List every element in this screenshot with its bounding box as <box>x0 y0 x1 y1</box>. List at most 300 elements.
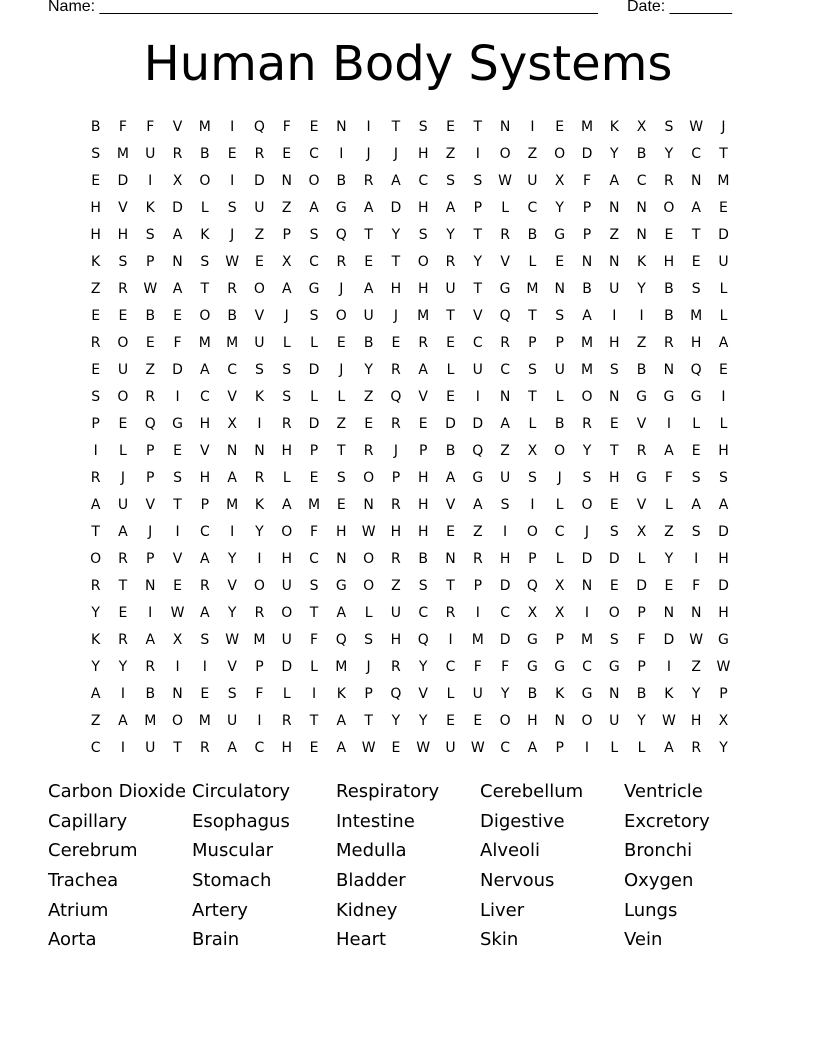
grid-letter: K <box>336 685 346 702</box>
grid-letter: Y <box>610 145 619 162</box>
grid-letter: O <box>554 145 566 162</box>
grid-letter: A <box>200 550 210 567</box>
grid-letter: N <box>499 118 511 135</box>
grid-letter: S <box>145 226 155 243</box>
grid-letter: H <box>417 145 429 162</box>
grid-letter: A <box>691 199 701 216</box>
grid-letter: H <box>417 523 429 540</box>
grid-letter: I <box>666 415 671 432</box>
grid-letter: A <box>363 199 374 216</box>
grid-row <box>82 248 742 275</box>
grid-letter: A <box>90 685 101 702</box>
grid-letter: N <box>254 442 265 459</box>
grid-row <box>82 167 742 194</box>
grid-letter: E <box>691 253 701 270</box>
grid-letter: R <box>582 415 592 432</box>
grid-letter: Y <box>391 712 401 729</box>
grid-row <box>82 275 742 302</box>
grid-letter: V <box>227 658 237 675</box>
grid-letter: B <box>636 361 647 378</box>
grid-letter: C <box>472 334 483 351</box>
grid-letter: I <box>666 658 671 675</box>
grid-letter: T <box>364 712 373 729</box>
grid-letter: M <box>226 334 239 351</box>
grid-letter: S <box>254 361 264 378</box>
grid-letter: L <box>692 415 701 432</box>
grid-letter: L <box>719 307 728 324</box>
grid-letter: C <box>227 361 238 378</box>
grid-letter: M <box>717 172 730 189</box>
grid-letter: P <box>91 415 100 432</box>
grid-letter: H <box>390 523 402 540</box>
grid-letter: E <box>446 712 455 729</box>
grid-letter: R <box>391 361 401 378</box>
grid-letter: A <box>281 280 292 297</box>
grid-letter: N <box>445 550 456 567</box>
grid-letter: T <box>528 388 537 405</box>
grid-letter: E <box>555 253 565 270</box>
grid-letter: X <box>281 253 292 270</box>
grid-letter: T <box>473 280 483 297</box>
grid-letter: D <box>581 145 593 162</box>
grid-letter: H <box>417 469 429 486</box>
grid-letter: N <box>636 226 647 243</box>
grid-letter: Y <box>691 685 701 702</box>
grid-letter: H <box>281 550 292 567</box>
grid-letter: Z <box>473 523 483 540</box>
grid-row <box>82 329 742 356</box>
grid-letter: Y <box>227 604 237 621</box>
grid-letter: G <box>690 388 702 405</box>
grid-letter: D <box>718 523 729 540</box>
grid-letter: X <box>554 577 565 594</box>
grid-letter: R <box>254 469 265 486</box>
grid-letter: Q <box>472 442 484 459</box>
grid-letter: R <box>664 334 674 351</box>
grid-letter: A <box>363 280 374 297</box>
grid-letter: R <box>254 604 265 621</box>
page-title: Human Body Systems <box>143 36 673 92</box>
grid-row <box>82 572 742 599</box>
grid-letter: D <box>581 550 593 567</box>
grid-letter: I <box>503 523 508 540</box>
grid-letter: T <box>610 442 619 459</box>
grid-letter: I <box>230 172 235 189</box>
grid-letter: E <box>609 415 619 432</box>
grid-letter: C <box>309 253 319 270</box>
grid-letter: E <box>664 226 674 243</box>
grid-letter: A <box>336 739 347 756</box>
grid-letter: O <box>526 523 538 540</box>
word-list-item: Bronchi <box>624 840 693 862</box>
grid-letter: S <box>582 469 592 486</box>
grid-letter: X <box>527 604 538 621</box>
grid-letter: A <box>718 496 729 513</box>
grid-letter: N <box>554 712 565 729</box>
grid-letter: S <box>527 361 537 378</box>
grid-letter: K <box>200 226 210 243</box>
grid-letter: H <box>90 226 101 243</box>
grid-letter: S <box>418 118 428 135</box>
grid-letter: Y <box>664 550 674 567</box>
word-list-item: Stomach <box>192 870 272 892</box>
word-list-item: Aorta <box>48 929 97 951</box>
grid-letter: R <box>363 442 374 459</box>
grid-letter: E <box>255 253 264 270</box>
grid-letter: B <box>527 226 538 243</box>
grid-letter: E <box>91 307 101 324</box>
grid-row <box>82 491 742 518</box>
grid-letter: A <box>527 739 538 756</box>
grid-letter: M <box>580 631 594 648</box>
grid-letter: Y <box>91 658 100 675</box>
grid-letter: D <box>608 550 620 567</box>
grid-letter: X <box>172 172 183 189</box>
grid-letter: E <box>446 118 455 135</box>
grid-letter: X <box>172 631 183 648</box>
grid-letter: U <box>390 604 402 621</box>
grid-letter: P <box>582 226 592 243</box>
grid-letter: G <box>499 280 511 297</box>
grid-letter: E <box>391 334 401 351</box>
grid-letter: O <box>199 307 211 324</box>
grid-letter: E <box>719 199 728 216</box>
grid-row <box>82 302 742 329</box>
grid-letter: T <box>337 442 346 459</box>
grid-row <box>82 653 742 680</box>
grid-letter: K <box>609 118 619 135</box>
grid-letter: L <box>310 388 318 405</box>
word-list-item: Heart <box>336 929 387 951</box>
grid-letter: A <box>309 199 319 216</box>
grid-letter: P <box>146 253 155 270</box>
grid-letter: I <box>120 685 126 702</box>
grid-letter: D <box>281 658 293 675</box>
word-list-item: Esophagus <box>192 810 290 832</box>
grid-letter: N <box>581 577 593 594</box>
grid-letter: M <box>580 118 594 135</box>
grid-letter: B <box>363 334 374 351</box>
grid-letter: I <box>475 388 480 405</box>
grid-letter: G <box>718 631 729 648</box>
grid-letter: R <box>145 658 156 675</box>
grid-letter: O <box>663 199 675 216</box>
grid-letter: D <box>718 226 729 243</box>
grid-row <box>82 221 742 248</box>
grid-letter: I <box>202 658 207 675</box>
grid-letter: Q <box>417 631 429 648</box>
grid-letter: T <box>200 280 210 297</box>
grid-letter: B <box>636 685 647 702</box>
grid-letter: T <box>719 145 728 162</box>
grid-letter: S <box>309 577 319 594</box>
grid-letter: T <box>473 226 483 243</box>
grid-letter: Y <box>118 658 128 675</box>
grid-letter: Z <box>691 658 701 675</box>
grid-letter: V <box>172 550 183 567</box>
grid-letter: L <box>555 550 564 567</box>
grid-letter: T <box>473 118 483 135</box>
grid-row <box>82 464 742 491</box>
grid-letter: N <box>226 442 238 459</box>
grid-letter: G <box>636 388 648 405</box>
grid-letter: S <box>418 577 428 594</box>
word-list-item: Bladder <box>336 870 406 892</box>
grid-letter: W <box>689 118 704 135</box>
grid-letter: U <box>609 280 620 297</box>
grid-letter: G <box>608 658 620 675</box>
grid-letter: B <box>554 415 565 432</box>
grid-letter: G <box>308 280 320 297</box>
grid-letter: T <box>91 523 100 540</box>
grid-letter: T <box>364 226 373 243</box>
grid-letter: D <box>254 172 265 189</box>
grid-letter: K <box>636 253 647 270</box>
grid-letter: I <box>175 658 180 675</box>
grid-letter: R <box>281 712 292 729</box>
grid-letter: Q <box>335 226 347 243</box>
grid-letter: H <box>690 712 702 729</box>
grid-letter: Z <box>90 712 101 729</box>
grid-letter: S <box>282 388 292 405</box>
grid-letter: Z <box>636 334 647 351</box>
grid-letter: N <box>281 172 292 189</box>
grid-letter: U <box>117 361 129 378</box>
grid-letter: U <box>254 199 265 216</box>
grid-letter: B <box>664 280 674 297</box>
grid-letter: C <box>309 145 319 162</box>
grid-letter: V <box>636 496 647 513</box>
grid-row <box>82 383 742 410</box>
grid-letter: E <box>173 442 182 459</box>
grid-letter: A <box>172 280 183 297</box>
grid-letter: A <box>336 712 347 729</box>
grid-row <box>82 599 742 626</box>
grid-letter: I <box>475 604 480 621</box>
grid-letter: R <box>281 415 292 432</box>
grid-letter: S <box>691 469 701 486</box>
grid-letter: E <box>446 523 455 540</box>
grid-letter: U <box>445 280 456 297</box>
grid-letter: R <box>445 253 456 270</box>
grid-letter: R <box>391 415 401 432</box>
grid-letter: U <box>554 361 565 378</box>
grid-letter: P <box>418 442 428 459</box>
word-list-item: Carbon Dioxide <box>48 781 187 802</box>
grid-letter: O <box>172 712 184 729</box>
grid-letter: O <box>581 388 593 405</box>
grid-letter: P <box>200 496 210 513</box>
grid-letter: H <box>281 442 292 459</box>
word-list-item: Digestive <box>480 810 565 832</box>
grid-letter: V <box>145 496 156 513</box>
grid-letter: J <box>393 442 398 459</box>
grid-letter: J <box>339 361 344 378</box>
grid-letter: E <box>391 739 401 756</box>
grid-letter: B <box>636 145 647 162</box>
grid-letter: E <box>173 307 182 324</box>
grid-letter: T <box>391 253 401 270</box>
grid-letter: N <box>636 199 647 216</box>
grid-letter: E <box>664 577 674 594</box>
grid-letter: Q <box>690 361 702 378</box>
grid-letter: U <box>718 253 729 270</box>
grid-row <box>82 518 742 545</box>
grid-row <box>82 545 742 572</box>
grid-letter: D <box>499 577 511 594</box>
grid-letter: Z <box>527 145 538 162</box>
grid-letter: P <box>555 334 564 351</box>
word-list-item: Muscular <box>192 840 274 862</box>
grid-letter: E <box>609 496 619 513</box>
grid-letter: S <box>609 523 619 540</box>
grid-letter: B <box>145 307 156 324</box>
grid-letter: N <box>663 604 675 621</box>
grid-letter: V <box>636 415 647 432</box>
grid-letter: F <box>173 334 182 351</box>
grid-letter: I <box>230 118 235 135</box>
grid-letter: A <box>227 469 237 486</box>
grid-letter: R <box>691 739 702 756</box>
grid-letter: G <box>472 469 484 486</box>
grid-letter: S <box>336 469 346 486</box>
grid-letter: F <box>309 631 319 648</box>
grid-letter: O <box>554 442 566 459</box>
grid-letter: Z <box>336 415 347 432</box>
grid-letter: C <box>527 199 538 216</box>
grid-row <box>82 734 742 761</box>
grid-letter: W <box>716 658 731 675</box>
grid-letter: Y <box>637 712 646 729</box>
grid-letter: L <box>719 415 728 432</box>
grid-letter: V <box>418 388 428 405</box>
grid-letter: S <box>200 253 210 270</box>
grid-letter: V <box>254 307 265 324</box>
grid-letter: H <box>718 604 729 621</box>
grid-letter: V <box>500 253 510 270</box>
grid-letter: M <box>580 334 594 351</box>
grid-letter: E <box>555 118 565 135</box>
grid-letter: S <box>118 253 128 270</box>
word-list-item: Oxygen <box>624 870 694 892</box>
grid-letter: E <box>91 172 101 189</box>
grid-letter: S <box>719 469 728 486</box>
word-list-item: Cerebrum <box>48 840 138 862</box>
grid-letter: H <box>609 469 620 486</box>
grid-letter: U <box>499 469 511 486</box>
grid-letter: G <box>335 199 347 216</box>
grid-letter: G <box>554 226 566 243</box>
grid-letter: M <box>307 496 321 513</box>
grid-letter: O <box>253 280 265 297</box>
grid-letter: O <box>335 307 347 324</box>
grid-letter: I <box>584 739 590 756</box>
grid-letter: J <box>120 469 126 486</box>
grid-letter: E <box>118 307 128 324</box>
grid-letter: H <box>690 334 702 351</box>
grid-letter: A <box>118 712 128 729</box>
grid-letter: K <box>664 685 674 702</box>
grid-letter: Y <box>418 712 428 729</box>
grid-letter: N <box>609 253 620 270</box>
grid-letter: P <box>637 604 646 621</box>
grid-letter: M <box>198 118 211 135</box>
grid-letter: S <box>173 469 182 486</box>
grid-letter: P <box>555 739 564 756</box>
grid-letter: C <box>691 145 702 162</box>
grid-letter: X <box>718 712 729 729</box>
grid-letter: Z <box>445 145 456 162</box>
grid-letter: L <box>664 496 673 513</box>
grid-letter: D <box>472 415 484 432</box>
grid-letter: E <box>364 253 374 270</box>
grid-letter: F <box>501 658 510 675</box>
grid-letter: A <box>609 172 620 189</box>
grid-letter: A <box>281 496 292 513</box>
grid-letter: C <box>554 523 565 540</box>
grid-letter: C <box>90 739 101 756</box>
word-list-item: Skin <box>480 929 519 951</box>
grid-letter: Q <box>253 118 265 135</box>
grid-letter: C <box>636 172 647 189</box>
grid-letter: E <box>200 685 210 702</box>
grid-letter: L <box>446 685 455 702</box>
grid-letter: T <box>528 307 537 324</box>
word-list-item: Nervous <box>480 870 555 892</box>
grid-letter: W <box>225 253 240 270</box>
grid-letter: L <box>555 496 564 513</box>
grid-letter: J <box>339 280 344 297</box>
grid-letter: C <box>582 658 592 675</box>
grid-letter: R <box>118 631 128 648</box>
grid-letter: J <box>393 307 398 324</box>
grid-letter: P <box>582 199 592 216</box>
grid-letter: M <box>580 361 594 378</box>
grid-letter: U <box>227 712 238 729</box>
grid-letter: B <box>445 442 456 459</box>
grid-letter: D <box>172 361 183 378</box>
grid-letter: O <box>117 334 129 351</box>
grid-letter: J <box>584 523 590 540</box>
grid-letter: I <box>639 307 644 324</box>
grid-letter: Z <box>664 523 674 540</box>
grid-letter: E <box>91 361 101 378</box>
grid-letter: G <box>526 658 538 675</box>
grid-letter: R <box>391 550 401 567</box>
grid-letter: S <box>664 118 674 135</box>
grid-letter: G <box>581 685 593 702</box>
grid-letter: D <box>172 199 183 216</box>
grid-letter: M <box>471 631 484 648</box>
grid-letter: I <box>257 712 262 729</box>
grid-letter: O <box>581 496 593 513</box>
grid-letter: L <box>637 739 646 756</box>
word-list-item: Kidney <box>336 899 398 921</box>
grid-row <box>82 356 742 383</box>
grid-letter: G <box>554 658 566 675</box>
grid-letter: D <box>390 199 402 216</box>
grid-letter: L <box>200 199 209 216</box>
grid-letter: R <box>391 658 401 675</box>
grid-letter: A <box>118 523 128 540</box>
grid-letter: E <box>118 415 128 432</box>
grid-letter: R <box>664 172 674 189</box>
grid-letter: S <box>500 496 510 513</box>
grid-letter: J <box>393 145 398 162</box>
grid-letter: Y <box>91 604 100 621</box>
grid-letter: L <box>119 442 127 459</box>
grid-letter: R <box>254 145 265 162</box>
